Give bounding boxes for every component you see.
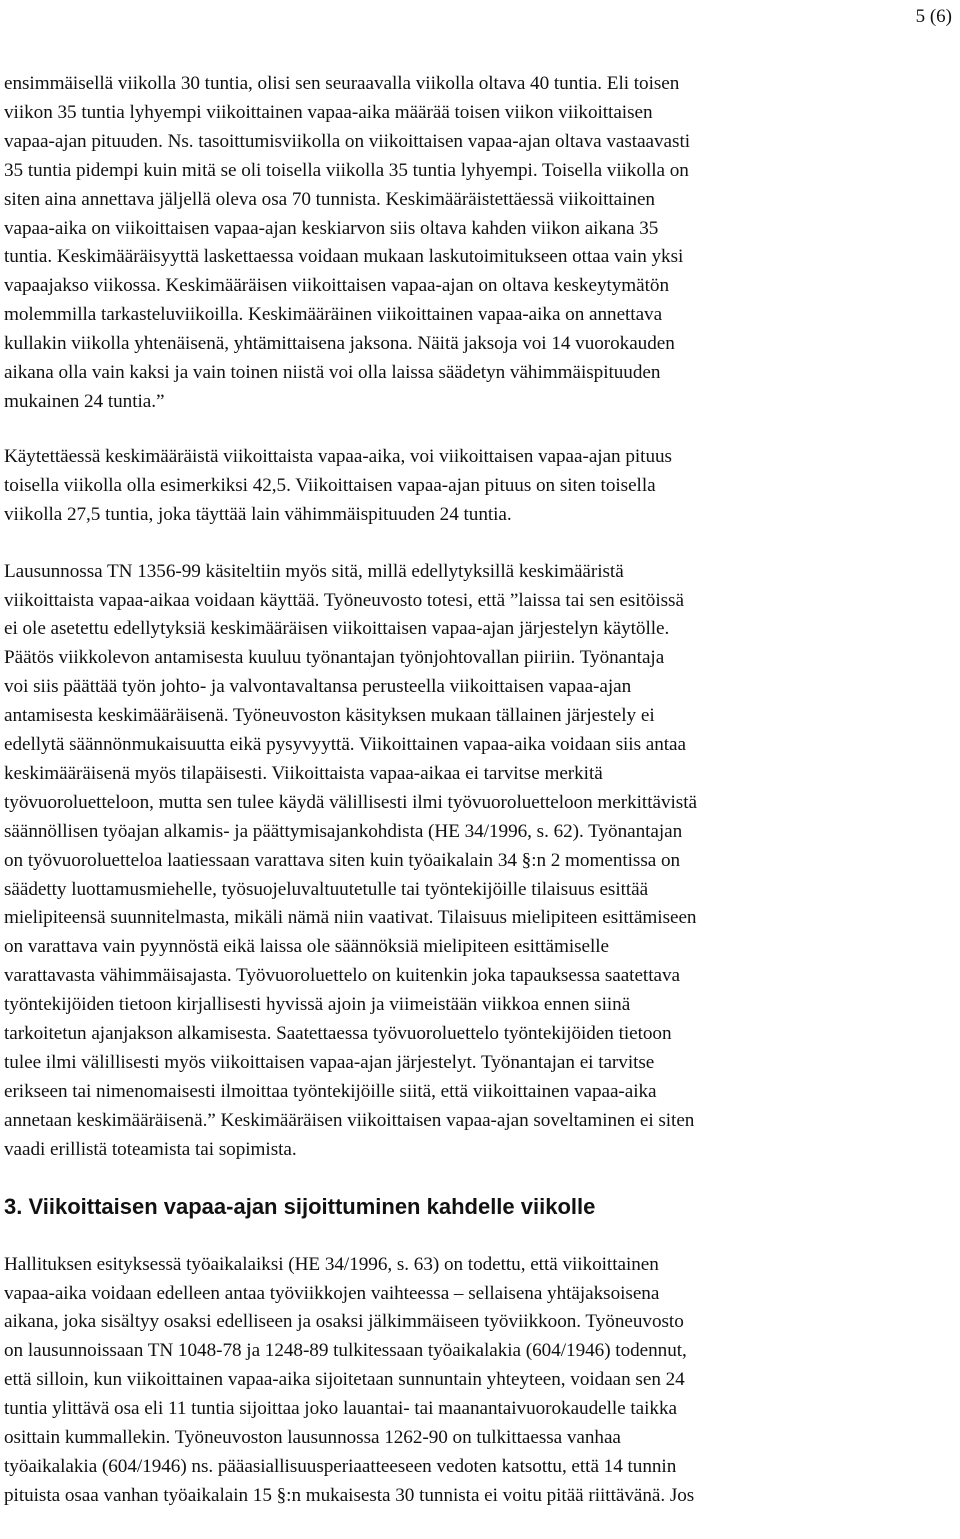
text-line: työvuoroluetteloon, mutta sen tulee käydä välillisesti ilmi työvuoroluetteloon merkittävistä	[4, 791, 697, 813]
text-line: siten aina annettava jäljellä oleva osa 70 tunnista. Keskimääräistettäessä viikoittainen	[4, 188, 655, 210]
text-line: 35 tuntia pidempi kuin mitä se oli toisella viikolla 35 tuntia lyhyempi. Toisella viikolla on	[4, 159, 689, 181]
text-line: on työvuoroluetteloa laatiessaan varattava siten kuin työaikalain 34 §:n 2 momentissa on	[4, 849, 681, 871]
paragraph-3	[0, 558, 952, 1165]
text-line: Päätös viikkolevon antamisesta kuuluu työnantajan työnjohtovallan piiriin. Työnantaja	[4, 647, 665, 669]
text-line: viikon 35 tuntia lyhyempi viikoittainen vapaa-aika määrää toisen viikon viikoittaisen	[4, 101, 653, 123]
text-line: pituista osaa vanhan työaikalain 15 §:n mukaisesta 30 tunnista ei voitu pitää riittävänä. Jos	[4, 1484, 695, 1506]
text-line: Hallituksen esityksessä työaikalaiksi (HE 34/1996, s. 63) on todettu, että viikoittainen	[4, 1253, 659, 1275]
text-line: viikolla 27,5 tuntia, joka täyttää lain vähimmäispituuden 24 tuntia.	[4, 503, 512, 525]
text-line: vapaa-ajan pituuden. Ns. tasoittumisviikolla on viikoittaisen vapaa-ajan oltava vastaavasti	[4, 130, 691, 152]
text-line: osittain kummallekin. Työneuvoston lausunnossa 1262-90 on tulkittaessa vanhaa	[4, 1427, 621, 1449]
text-line: tarkoitetun ajanjakson alkamisesta. Saatettaessa työvuoroluettelo työntekijöiden tietoon	[4, 1023, 672, 1045]
text-line: keskimääräisenä myös tilapäisesti. Viikoittaista vapaa-aikaa ei tarvitse merkitä	[4, 762, 603, 784]
text-line: antamisesta keskimääräisenä. Työneuvoston käsityksen mukaan tällainen järjestely ei	[4, 705, 655, 727]
paragraph-1	[0, 70, 952, 417]
text-line: tuntia ylittävä osa eli 11 tuntia sijoittaa joko lauantai- tai maanantaivuorokaudelle taikka	[4, 1398, 677, 1420]
text-line: varattavasta vähimmäisajasta. Työvuoroluettelo on kuitenkin joka tapauksessa saatettava	[4, 965, 680, 987]
text-line: vapaa-aika on viikoittaisen vapaa-ajan keskiarvon siis oltava kahden viikon aikana 35	[4, 217, 659, 239]
text-line: säädetty luottamusmiehelle, työsuojeluvaltuutetulle tai työntekijöille tilaisuus esittää	[4, 878, 649, 900]
text-line: molemmilla tarkasteluviikoilla. Keskimääräinen viikoittainen vapaa-aika on annettava	[4, 304, 663, 326]
text-line: on varattava vain pyynnöstä eikä laissa ole säännöksiä mielipiteen esittämiselle	[4, 936, 610, 958]
text-line: tulee ilmi välillisesti myös viikoittaisen vapaa-ajan järjestelyt. Työnantajan ei tarvitse	[4, 1052, 655, 1073]
text-line: vapaa-aika voidaan edelleen antaa työviikkojen vaihteessa – sellaisena yhtäjaksoisena	[4, 1282, 660, 1304]
text-line: Käytettäessä keskimääräistä viikoittaista vapaa-aika, voi viikoittaisen vapaa-ajan pituus	[4, 445, 672, 467]
text-line: ei ole asetettu edellytyksiä keskimääräisen viikoittaisen vapaa-ajan järjestelyn käytölle.	[4, 618, 670, 640]
text-line: vaadi erillistä toteamista tai sopimista.	[4, 1138, 297, 1160]
document-body	[0, 70, 952, 1539]
text-line: tuntia. Keskimääräisyyttä laskettaessa voidaan mukaan laskutoimitukseen ottaa vain yksi	[4, 246, 684, 268]
paragraph-4	[0, 1251, 952, 1511]
text-line: työaikalakia (604/1946) ns. pääasiallisuusperiaatteeseen vedoten katsottu, että 14 tunnin	[4, 1455, 677, 1477]
text-line: on lausunnoissaan TN 1048-78 ja 1248-89 tulkitessaan työaikalakia (604/1946) todennut,	[4, 1340, 687, 1362]
text-line: aikana, joka sisältyy osaksi edelliseen ja osaksi jälkimmäiseen työviikkoon. Työneuvosto	[4, 1311, 684, 1333]
text-line: viikoittaista vapaa-aikaa voidaan käyttää. Työneuvosto totesi, että ”laissa tai sen esitöissä	[4, 589, 684, 611]
text-line: säännöllisen työajan alkamis- ja päättymisajankohdista (HE 34/1996, s. 62). Työnantajan	[4, 820, 683, 842]
text-line: mukainen 24 tuntia.”	[4, 390, 165, 412]
text-line: vapaajakso viikossa. Keskimääräisen viikoittaisen vapaa-ajan on oltava keskeytymätön	[4, 275, 670, 297]
text-line: voi siis päättää työn johto- ja valvontavaltansa perusteella viikoittaisen vapaa-ajan	[4, 676, 632, 698]
text-line: aikana olla vain kaksi ja vain toinen niistä voi olla laissa säädetyn vähimmäispituuden	[4, 362, 661, 384]
text-line: erikseen tai nimenomaisesti ilmoittaa työntekijöille siitä, että viikoittainen vapaa-aika	[4, 1080, 657, 1102]
text-line: ensimmäisellä viikolla 30 tuntia, olisi sen seuraavalla viikolla oltava 40 tuntia. Eli toisen	[4, 73, 680, 94]
text-line: Lausunnossa TN 1356-99 käsiteltiin myös sitä, millä edellytyksillä keskimääristä	[4, 560, 624, 582]
page-number: 5 (6)	[915, 6, 952, 27]
text-line: työntekijöiden tietoon kirjallisesti hyvissä ajoin ja viimeistään viikkoa ennen siinä	[4, 994, 631, 1016]
text-line: edellytä säännönmukaisuutta eikä pysyvyyttä. Viikoittainen vapaa-aika voidaan siis antaa	[4, 734, 686, 756]
text-line: kullakin viikolla yhtenäisenä, yhtämittaisena jaksona. Näitä jaksoja voi 14 vuorokauden	[4, 333, 675, 355]
text-line: annetaan keskimääräisenä.” Keskimääräisen viikoittaisen vapaa-ajan soveltaminen ei siten	[4, 1109, 695, 1131]
text-line: toisella viikolla olla esimerkiksi 42,5. Viikoittaisen vapaa-ajan pituus on siten toisella	[4, 474, 656, 496]
text-line: mielipiteensä suunnitelmasta, mikäli nämä niin vaativat. Tilaisuus mielipiteen esittämiseen	[4, 907, 697, 929]
text-line: että silloin, kun viikoittainen vapaa-aika sijoitetaan sunnuntain yhteyteen, voidaan sen 24	[4, 1369, 685, 1391]
paragraph-2	[0, 443, 952, 530]
section-heading: 3. Viikoittaisen vapaa-ajan sijoittuminen kahdelle viikolle	[4, 1193, 596, 1219]
